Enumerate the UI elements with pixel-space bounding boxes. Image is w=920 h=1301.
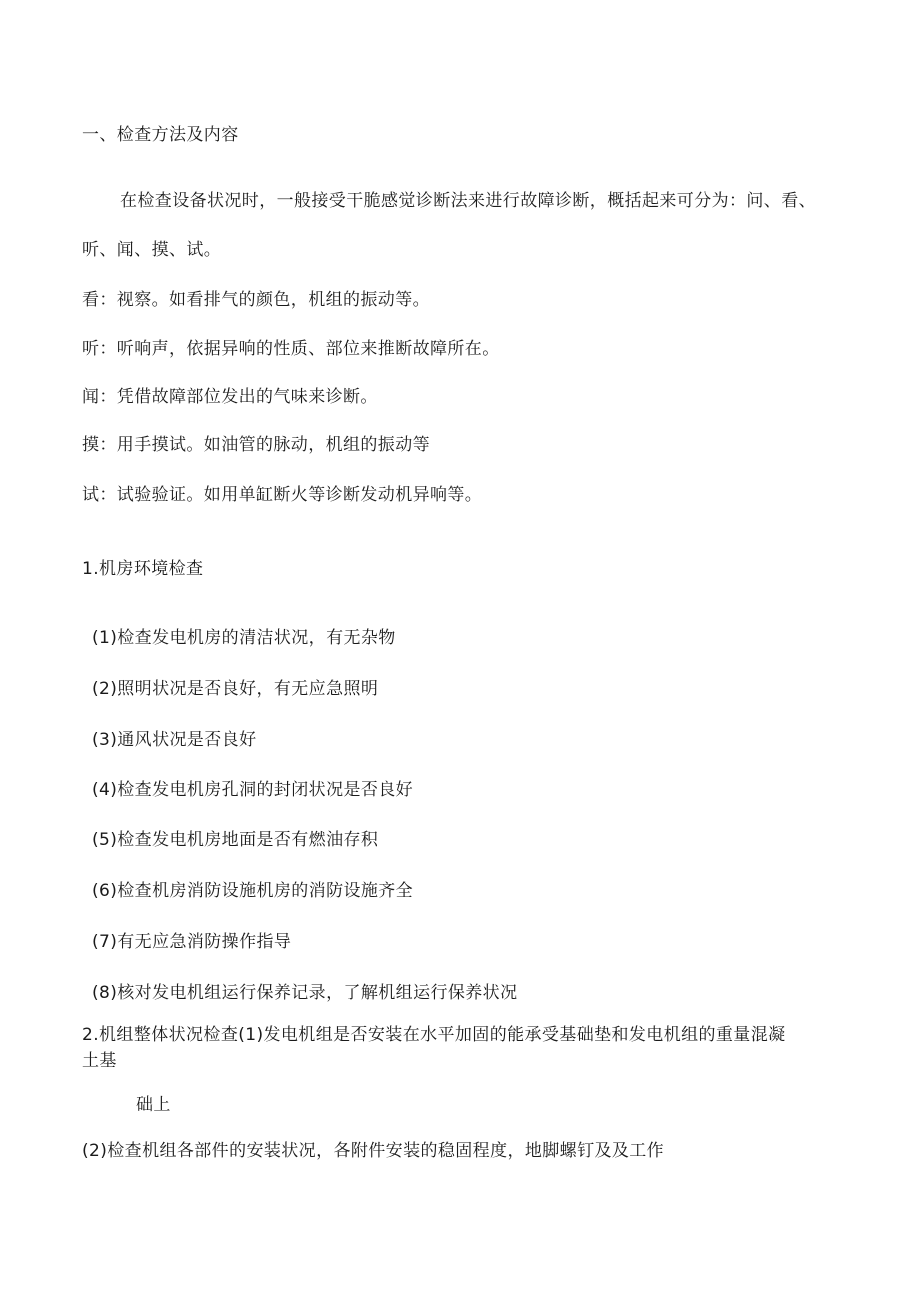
- section-heading: 一、检查方法及内容: [82, 125, 239, 145]
- room-check-item-7: (7)有无应急消防操作指导: [92, 932, 292, 952]
- unit-check-line-1: 2.机组整体状况检查(1)发电机组是否安装在水平加固的能承受基础垫和发电机组的重量混凝: [82, 1025, 786, 1045]
- room-check-item-5: (5)检查发电机房地面是否有燃油存积: [92, 830, 379, 850]
- method-smell: 闻：凭借故障部位发出的气味来诊断。: [82, 387, 378, 407]
- method-listen: 听：听响声，依据异响的性质、部位来推断故障所在。: [82, 339, 500, 359]
- room-check-title: 1.机房环境检查: [82, 559, 204, 579]
- method-look: 看：视察。如看排气的颜色，机组的振动等。: [82, 290, 430, 310]
- intro-line-1: 在检查设备状况时，一般接受干脆感觉诊断法来进行故障诊断，概括起来可分为：问、看、: [120, 191, 816, 211]
- room-check-item-8: (8)核对发电机组运行保养记录，了解机组运行保养状况: [92, 983, 518, 1003]
- method-touch: 摸：用手摸试。如油管的脉动，机组的振动等: [82, 435, 430, 455]
- room-check-item-3: (3)通风状况是否良好: [92, 730, 257, 750]
- intro-line-2: 听、闻、摸、试。: [82, 240, 222, 260]
- unit-check-line-4: (2)检查机组各部件的安装状况，各附件安装的稳固程度，地脚螺钉及及工作: [82, 1141, 665, 1161]
- room-check-item-6: (6)检查机房消防设施机房的消防设施齐全: [92, 881, 414, 901]
- unit-check-line-2: 土基: [82, 1051, 117, 1071]
- unit-check-line-3: 础上: [136, 1095, 171, 1115]
- room-check-item-2: (2)照明状况是否良好，有无应急照明: [92, 679, 379, 699]
- room-check-item-1: (1)检查发电机房的清洁状况，有无杂物: [92, 628, 396, 648]
- method-test: 试：试验验证。如用单缸断火等诊断发动机异响等。: [82, 485, 483, 505]
- room-check-item-4: (4)检查发电机房孔洞的封闭状况是否良好: [92, 780, 414, 800]
